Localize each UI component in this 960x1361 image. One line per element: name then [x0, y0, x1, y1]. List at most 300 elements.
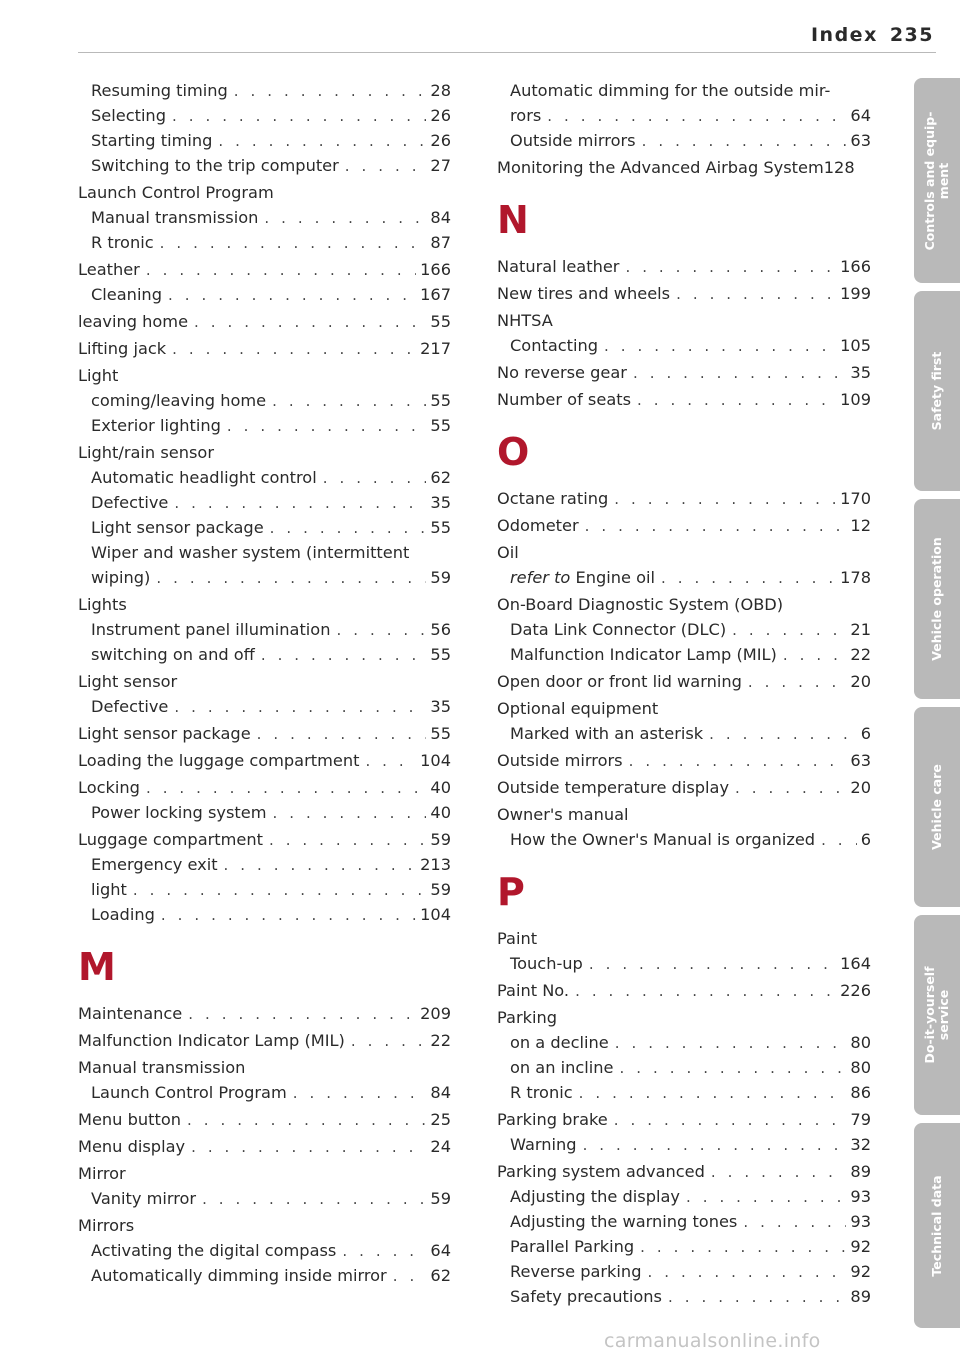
- entry-label: Automatically dimming inside mirror: [91, 1266, 387, 1285]
- chapter-tab-label: [930, 764, 944, 850]
- dot-leader: [146, 258, 416, 283]
- entry-page-number: 32: [850, 1135, 871, 1154]
- dot-leader: [272, 389, 426, 414]
- entry-label: Light/rain sensor: [78, 443, 214, 462]
- entry-label: light: [91, 880, 127, 899]
- dot-leader: [583, 1133, 847, 1158]
- index-entry: [497, 540, 871, 565]
- entry-page-number: 62: [430, 468, 451, 487]
- entry-page-number: 63: [850, 131, 871, 150]
- dot-leader: [614, 1108, 847, 1133]
- chapter-tabs: [914, 78, 960, 1336]
- section-title: Index: [810, 24, 878, 46]
- index-subentry: [78, 1263, 451, 1288]
- page-header: [811, 24, 934, 46]
- entry-page-number: 22: [430, 1031, 451, 1050]
- index-subentry: [78, 282, 451, 307]
- entry-label: Cleaning: [91, 285, 162, 304]
- entry-label: Mirror: [78, 1164, 126, 1183]
- section-letter-m: M: [78, 945, 116, 989]
- dot-leader: [187, 1108, 426, 1133]
- entry-page-number: 86: [850, 1083, 871, 1102]
- entry-page-number: 55: [430, 518, 451, 537]
- index-subentry: [78, 515, 451, 540]
- dot-leader: [633, 361, 846, 386]
- entry-label: Launch Control Program: [78, 183, 274, 202]
- dot-leader: [821, 828, 857, 853]
- chapter-tab-label: [930, 352, 944, 431]
- dot-leader: [188, 1002, 416, 1027]
- chapter-tab-technical-data[interactable]: [914, 1123, 960, 1328]
- entry-page-number: 27: [430, 156, 451, 175]
- entry-page-number: 209: [420, 1004, 451, 1023]
- dot-leader: [293, 1081, 427, 1106]
- index-entry: [78, 748, 451, 773]
- index-subentry: [78, 902, 451, 927]
- entry-page-number: 93: [850, 1187, 871, 1206]
- entry-label: Octane rating: [497, 489, 609, 508]
- entry-label: Paint: [497, 929, 538, 948]
- index-entry: [78, 440, 451, 465]
- index-subentry: [78, 540, 451, 565]
- entry-label: Contacting: [510, 336, 599, 355]
- index-entry: [497, 308, 871, 333]
- dot-leader: [575, 979, 836, 1004]
- index-subentry: [78, 78, 451, 103]
- chapter-tab-label: [930, 1175, 944, 1276]
- index-subentry: [497, 827, 871, 852]
- entry-label: Parking system advanced: [497, 1162, 705, 1181]
- index-entry: [78, 1001, 451, 1026]
- entry-label: Mirrors: [78, 1216, 135, 1235]
- dot-leader: [272, 801, 426, 826]
- entry-label: leaving home: [78, 312, 189, 331]
- index-subentry: [497, 128, 871, 153]
- index-subentry: [497, 1234, 871, 1259]
- index-entry: [78, 669, 451, 694]
- entry-page-number: 22: [850, 645, 871, 664]
- index-subentry: [78, 617, 451, 642]
- index-subentry: [78, 1238, 451, 1263]
- dot-leader: [227, 414, 427, 439]
- chapter-tab-label-line: ment: [936, 162, 951, 199]
- index-subentry: [497, 1259, 871, 1284]
- entry-page-number: 40: [430, 778, 451, 797]
- entry-label: On-Board Diagnostic System (OBD): [497, 595, 784, 614]
- dot-leader: [711, 1160, 846, 1185]
- entry-label: Loading: [91, 905, 155, 924]
- entry-label: Locking: [78, 778, 140, 797]
- entry-page-number: 28: [430, 81, 451, 100]
- entry-page-number: 62: [430, 1266, 451, 1285]
- index-subentry: [497, 103, 871, 128]
- chapter-tab-do-it-yourself-service[interactable]: [914, 915, 960, 1115]
- entry-label: Warning: [510, 1135, 577, 1154]
- entry-label: Light sensor: [78, 672, 178, 691]
- index-entry: [78, 775, 451, 800]
- entry-page-number: 55: [430, 645, 451, 664]
- dot-leader: [709, 722, 857, 747]
- entry-label: Defective: [91, 493, 169, 512]
- entry-label: Wiper and washer system (intermittent: [91, 543, 410, 562]
- index-subentry: [78, 465, 451, 490]
- dot-leader: [172, 104, 426, 129]
- entry-label: Malfunction Indicator Lamp (MIL): [78, 1031, 345, 1050]
- entry-label: wiping): [91, 568, 151, 587]
- entry-page-number: 89: [850, 1162, 871, 1181]
- entry-label: switching on and off: [91, 645, 255, 664]
- entry-label: on a decline: [510, 1033, 609, 1052]
- entry-label: Resuming timing: [91, 81, 228, 100]
- entry-page-number: 59: [430, 1189, 451, 1208]
- index-subentry: [78, 103, 451, 128]
- entry-label: Luggage compartment: [78, 830, 263, 849]
- index-entry: [78, 1161, 451, 1186]
- index-entry: [78, 1134, 451, 1159]
- index-entry: [497, 592, 871, 617]
- entry-page-number: 6: [860, 830, 871, 849]
- entry-page-number: 55: [430, 312, 451, 331]
- index-subentry: [78, 388, 451, 413]
- entry-page-number: 84: [430, 1083, 451, 1102]
- entry-label: on an incline: [510, 1058, 614, 1077]
- entry-label: Emergency exit: [91, 855, 218, 874]
- entry-page-number: 55: [430, 391, 451, 410]
- index-entry: [78, 363, 451, 388]
- entry-label: Maintenance: [78, 1004, 183, 1023]
- entry-label: Lifting jack: [78, 339, 167, 358]
- entry-label: Defective: [91, 697, 169, 716]
- chapter-tab-vehicle-care[interactable]: [914, 707, 960, 907]
- index-subentry: [497, 1284, 871, 1309]
- dot-leader: [732, 618, 846, 643]
- index-entry: [497, 978, 871, 1003]
- entry-label: Optional equipment: [497, 699, 659, 718]
- dot-leader: [174, 491, 426, 516]
- index-column-right: [497, 78, 871, 1309]
- entry-page-number: 63: [850, 751, 871, 770]
- entry-label: Manual transmission: [91, 208, 259, 227]
- index-entry: [497, 748, 871, 773]
- entry-page-number: 35: [430, 697, 451, 716]
- entry-page-number: 104: [420, 751, 451, 770]
- entry-label: Parking brake: [497, 1110, 608, 1129]
- dot-leader: [614, 487, 836, 512]
- dot-leader: [351, 1029, 427, 1054]
- index-subentry: [497, 1055, 871, 1080]
- chapter-tab-label-line: Safety first: [929, 351, 944, 431]
- dot-leader: [547, 104, 846, 129]
- entry-label: R tronic: [91, 233, 154, 252]
- entry-page-number: 64: [430, 1241, 451, 1260]
- dot-leader: [156, 566, 426, 591]
- index-subentry: [78, 128, 451, 153]
- entry-page-number: 92: [850, 1262, 871, 1281]
- entry-label: Adjusting the warning tones: [510, 1212, 738, 1231]
- index-entry: [497, 926, 871, 951]
- dot-leader: [676, 282, 836, 307]
- index-entry: [78, 721, 451, 746]
- index-subentry: [78, 205, 451, 230]
- index-entry: [78, 592, 451, 617]
- entry-label: Malfunction Indicator Lamp (MIL): [510, 645, 777, 664]
- index-subentry: [497, 1184, 871, 1209]
- dot-leader: [686, 1185, 846, 1210]
- index-subentry: [78, 642, 451, 667]
- entry-label: Outside temperature display: [497, 778, 730, 797]
- index-subentry: [497, 951, 871, 976]
- page-number: 235: [889, 24, 934, 46]
- dot-leader: [615, 1031, 847, 1056]
- entry-page-number: 55: [430, 724, 451, 743]
- entry-label: How the Owner's Manual is organized: [510, 830, 816, 849]
- entry-page-number: 64: [850, 106, 871, 125]
- entry-page-number: 166: [420, 260, 451, 279]
- entry-label-text: Engine oil: [575, 568, 656, 587]
- entry-label: Activating the digital compass: [91, 1241, 337, 1260]
- dot-leader: [146, 776, 426, 801]
- entry-label: coming/leaving home: [91, 391, 267, 410]
- chapter-tab-label: [923, 966, 951, 1063]
- entry-label: [510, 565, 655, 590]
- entry-page-number: 199: [840, 284, 871, 303]
- entry-label: Automatic dimming for the outside mir-: [510, 81, 831, 100]
- entry-page-number: 217: [420, 339, 451, 358]
- entry-label: Lights: [78, 595, 127, 614]
- dot-leader: [642, 129, 847, 154]
- index-entry: [497, 775, 871, 800]
- entry-page-number: 12: [850, 516, 871, 535]
- entry-label: Light: [78, 366, 119, 385]
- entry-page-number: 80: [850, 1058, 871, 1077]
- dot-leader: [161, 903, 416, 928]
- index-subentry: [497, 333, 871, 358]
- entry-page-number: 79: [850, 1110, 871, 1129]
- section-letter-n: N: [497, 198, 529, 242]
- entry-page-number: 24: [430, 1137, 451, 1156]
- dot-leader: [661, 566, 836, 591]
- index-subentry: [78, 694, 451, 719]
- entry-page-number: 164: [840, 954, 871, 973]
- header-divider: [78, 52, 936, 53]
- index-subentry: [78, 1080, 451, 1105]
- dot-leader: [589, 952, 836, 977]
- entry-page-number: 21: [850, 620, 871, 639]
- index-subentry: [78, 565, 451, 590]
- index-entry: [497, 155, 871, 180]
- index-entry: [78, 827, 451, 852]
- index-subentry: [497, 1030, 871, 1055]
- index-subentry: [497, 565, 871, 590]
- entry-page-number: 89: [850, 1287, 871, 1306]
- index-entry: [78, 257, 451, 282]
- dot-leader: [345, 154, 427, 179]
- index-entry: [497, 254, 871, 279]
- index-entry: [78, 1213, 451, 1238]
- dot-leader: [323, 466, 427, 491]
- dot-leader: [604, 334, 836, 359]
- entry-label: Safety precautions: [510, 1287, 662, 1306]
- entry-label: New tires and wheels: [497, 284, 671, 303]
- dot-leader: [637, 388, 836, 413]
- dot-leader: [640, 1235, 846, 1260]
- entry-label: Outside mirrors: [510, 131, 636, 150]
- dot-leader: [264, 206, 426, 231]
- entry-label: Paint No.: [497, 981, 570, 1000]
- dot-leader: [218, 129, 426, 154]
- index-subentry: [497, 78, 871, 103]
- entry-page-number: 59: [430, 830, 451, 849]
- section-letter-o: O: [497, 430, 530, 474]
- entry-page-number: 104: [420, 905, 451, 924]
- entry-prefix: refer to: [510, 568, 571, 587]
- entry-label: Owner's manual: [497, 805, 629, 824]
- chapter-tab-controls-and-equip-ment[interactable]: [914, 78, 960, 283]
- index-entry: [497, 1005, 871, 1030]
- dot-leader: [743, 1210, 846, 1235]
- entry-label: Launch Control Program: [91, 1083, 287, 1102]
- index-subentry: [497, 1209, 871, 1234]
- entry-label: Light sensor package: [78, 724, 251, 743]
- index-entry: [78, 1107, 451, 1132]
- entry-page-number: 26: [430, 131, 451, 150]
- entry-label: Manual transmission: [78, 1058, 246, 1077]
- dot-leader: [257, 722, 427, 747]
- dot-leader: [336, 618, 426, 643]
- entry-label: Reverse parking: [510, 1262, 642, 1281]
- entry-page-number: 20: [850, 778, 871, 797]
- entry-page-number: 87: [430, 233, 451, 252]
- entry-page-number: 226: [840, 981, 871, 1000]
- entry-page-number: 59: [430, 880, 451, 899]
- index-entry: [78, 1028, 451, 1053]
- entry-label: Open door or front lid warning: [497, 672, 742, 691]
- entry-page-number: 6: [860, 724, 871, 743]
- entry-label: Loading the luggage compartment: [78, 751, 360, 770]
- index-subentry: [78, 800, 451, 825]
- entry-label: Selecting: [91, 106, 166, 125]
- index-subentry: [497, 1080, 871, 1105]
- entry-page-number: 213: [420, 855, 451, 874]
- index-entry: [497, 486, 871, 511]
- index-entry: [497, 360, 871, 385]
- chapter-tab-label-line: Technical data: [929, 1174, 944, 1277]
- index-subentry: [78, 153, 451, 178]
- entry-page-number: 80: [850, 1033, 871, 1052]
- dot-leader: [629, 749, 847, 774]
- entry-page-number: 105: [840, 336, 871, 355]
- entry-page-number: 84: [430, 208, 451, 227]
- index-entry: [497, 1159, 871, 1184]
- dot-leader: [620, 1056, 847, 1081]
- dot-leader: [585, 514, 847, 539]
- entry-label: rors: [510, 106, 542, 125]
- dot-leader: [261, 643, 427, 668]
- dot-leader: [224, 853, 417, 878]
- entry-label: Adjusting the display: [510, 1187, 680, 1206]
- entry-label: Data Link Connector (DLC): [510, 620, 727, 639]
- entry-label: Natural leather: [497, 257, 620, 276]
- dot-leader: [625, 255, 836, 280]
- index-entry: [497, 387, 871, 412]
- watermark: carmanualsonline.info: [604, 1330, 821, 1352]
- dot-leader: [191, 1135, 426, 1160]
- chapter-tab-safety-first[interactable]: [914, 291, 960, 491]
- entry-label: Starting timing: [91, 131, 213, 150]
- entry-page-number: 167: [420, 285, 451, 304]
- index-entry: [497, 1107, 871, 1132]
- entry-page-number: 20: [850, 672, 871, 691]
- entry-label: NHTSA: [497, 311, 553, 330]
- entry-page-number: 109: [840, 390, 871, 409]
- index-subentry: [497, 642, 871, 667]
- index-entry: [497, 281, 871, 306]
- chapter-tab-label-line: service: [936, 989, 951, 1041]
- entry-page-number: 55: [430, 416, 451, 435]
- entry-page-number: 35: [430, 493, 451, 512]
- dot-leader: [668, 1285, 846, 1310]
- index-subentry: [78, 1186, 451, 1211]
- entry-label: Vanity mirror: [91, 1189, 197, 1208]
- dot-leader: [342, 1239, 426, 1264]
- entry-label: Number of seats: [497, 390, 632, 409]
- dot-leader: [172, 337, 416, 362]
- entry-page-number: 166: [840, 257, 871, 276]
- index-subentry: [78, 413, 451, 438]
- entry-page-number: 35: [850, 363, 871, 382]
- entry-label: Menu display: [78, 1137, 186, 1156]
- dot-leader: [174, 695, 426, 720]
- dot-leader: [269, 828, 426, 853]
- index-entry: [78, 180, 451, 205]
- entry-label: Light sensor package: [91, 518, 264, 537]
- entry-page-number: 170: [840, 489, 871, 508]
- index-subentry: [78, 490, 451, 515]
- index-entry: [497, 802, 871, 827]
- entry-label: Parallel Parking: [510, 1237, 635, 1256]
- entry-label: Switching to the trip computer: [91, 156, 339, 175]
- entry-label: Exterior lighting: [91, 416, 221, 435]
- entry-page-number: 128: [823, 158, 855, 177]
- chapter-tab-label-line: Controls and equip-: [922, 111, 937, 250]
- index-subentry: [497, 1132, 871, 1157]
- chapter-tab-label: [923, 111, 951, 250]
- entry-label: Instrument panel illumination: [91, 620, 331, 639]
- chapter-tab-vehicle-operation[interactable]: [914, 499, 960, 699]
- entry-label: Outside mirrors: [497, 751, 623, 770]
- entry-label: No reverse gear: [497, 363, 627, 382]
- chapter-tab-label-line: Vehicle care: [929, 764, 944, 850]
- index-entry: [78, 336, 451, 361]
- entry-page-number: 93: [850, 1212, 871, 1231]
- dot-leader: [579, 1081, 847, 1106]
- chapter-tab-label-line: Vehicle operation: [929, 537, 944, 661]
- entry-page-number: 59: [430, 568, 451, 587]
- entry-page-number: 92: [850, 1237, 871, 1256]
- dot-leader: [234, 79, 427, 104]
- index-entry: [497, 513, 871, 538]
- dot-leader: [160, 231, 427, 256]
- index-subentry: [78, 852, 451, 877]
- index-entry: [78, 309, 451, 334]
- entry-page-number: 25: [430, 1110, 451, 1129]
- dot-leader: [647, 1260, 846, 1285]
- entry-label: Leather: [78, 260, 140, 279]
- index-column-left: [78, 78, 451, 1288]
- index-subentry: [78, 877, 451, 902]
- entry-label: Automatic headlight control: [91, 468, 317, 487]
- dot-leader: [202, 1187, 426, 1212]
